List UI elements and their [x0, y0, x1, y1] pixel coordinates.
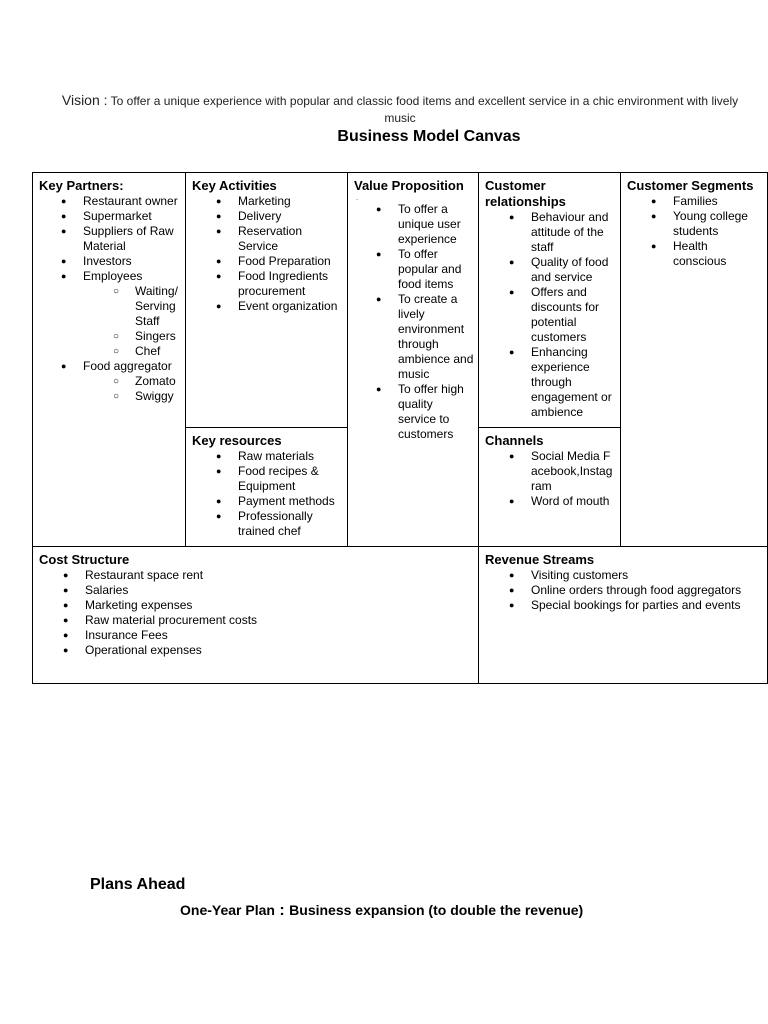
list-item: ● Insurance Fees — [85, 628, 474, 643]
list-item: ● Employees — [83, 269, 181, 284]
list-item: ○ Singers — [135, 329, 181, 344]
list-item: ● Event organization — [238, 299, 343, 314]
list-item: ● Operational expenses — [85, 643, 474, 658]
aggregator-sublist — [39, 374, 181, 404]
list-item: ● Food aggregator — [83, 359, 181, 374]
list-item: ● Raw material procurement costs — [85, 613, 474, 628]
list-item: ● Suppliers of Raw Material — [83, 224, 181, 254]
key-partners-title: Key Partners: — [39, 178, 124, 193]
list-item: ● Enhancing experience through engagement or ambience — [531, 345, 616, 420]
revenue-streams-cell — [478, 546, 768, 684]
list-item: ○ Chef — [135, 344, 181, 359]
list-item: ● Food Ingredients procurement — [238, 269, 343, 299]
plans-ahead-heading: Plans Ahead — [90, 876, 186, 893]
canvas-title: Business Model Canvas — [337, 128, 521, 145]
customer-relationships-list — [485, 210, 616, 420]
list-item: ● Payment methods — [238, 494, 343, 509]
cost-structure-cell — [32, 546, 479, 684]
key-resources-list — [192, 449, 343, 539]
key-resources-title: Key resources — [192, 433, 282, 448]
plan-separator: : — [274, 902, 290, 919]
one-year-plan — [180, 902, 583, 920]
customer-relationships-cell — [478, 172, 621, 428]
list-item: ● Food recipes & Equipment — [238, 464, 343, 494]
key-activities-title: Key Activities — [192, 178, 277, 193]
key-activities-list — [192, 194, 343, 314]
list-item: ● Investors — [83, 254, 181, 269]
channels-title: Channels — [485, 433, 544, 448]
revenue-streams-list — [485, 568, 763, 613]
cost-structure-list — [39, 568, 474, 658]
list-item: ● Young college students — [673, 209, 763, 239]
list-item: ● To create a lively environment through ambience and music — [398, 292, 474, 382]
channels-list — [485, 449, 616, 509]
key-partners-cell — [32, 172, 186, 547]
list-item: ○ Zomato — [135, 374, 181, 389]
cost-structure-title: Cost Structure — [39, 552, 130, 567]
list-item: ● Marketing expenses — [85, 598, 474, 613]
list-item: ● Word of mouth — [531, 494, 616, 509]
value-proposition-cell — [347, 172, 479, 547]
list-item: ● Restaurant owner — [83, 194, 181, 209]
vision-statement — [60, 92, 740, 127]
list-item: ● Salaries — [85, 583, 474, 598]
aggregator-list — [39, 359, 181, 374]
list-item: ● Restaurant space rent — [85, 568, 474, 583]
list-item: ● Special bookings for parties and events — [531, 598, 763, 613]
customer-segments-list — [627, 194, 763, 269]
dot-mark: . — [356, 193, 359, 202]
revenue-streams-title: Revenue Streams — [485, 552, 595, 567]
list-item: ● Behaviour and attitude of the staff — [531, 210, 616, 255]
customer-relationships-title: Customer relationships — [485, 178, 566, 209]
one-year-plan-label: One-Year Plan — [180, 902, 275, 918]
channels-cell — [478, 427, 621, 547]
value-proposition-title: Value Proposition — [354, 178, 464, 193]
vision-label: Vision : — [61, 92, 108, 108]
value-proposition-list — [354, 202, 474, 442]
key-resources-cell — [185, 427, 348, 547]
vision-text: To offer a unique experience with popular and classic food items and excellent service in a chic environment with lively music — [107, 94, 739, 125]
list-item: ● Families — [673, 194, 763, 209]
customer-segments-cell — [620, 172, 768, 547]
customer-segments-title: Customer Segments — [627, 178, 754, 193]
list-item: ● Offers and discounts for potential customers — [531, 285, 616, 345]
list-item: ● To offer high quality service to customers — [398, 382, 474, 442]
list-item: ● Raw materials — [238, 449, 343, 464]
list-item: ● Social Media Facebook,Instagram — [531, 449, 616, 494]
list-item: ● To offer popular and food items — [398, 247, 474, 292]
list-item: ● Reservation Service — [238, 224, 343, 254]
key-partners-list — [39, 194, 181, 284]
list-item: ● Professionally trained chef — [238, 509, 343, 539]
list-item: ○ Swiggy — [135, 389, 181, 404]
list-item: ● Online orders through food aggregators — [531, 583, 763, 598]
employees-sublist — [39, 284, 181, 359]
list-item: ● To offer a unique user experience — [398, 202, 474, 247]
list-item: ● Supermarket — [83, 209, 181, 224]
list-item: ● Marketing — [238, 194, 343, 209]
list-item: ● Visiting customers — [531, 568, 763, 583]
key-activities-cell — [185, 172, 348, 428]
one-year-plan-text: Business expansion (to double the revenue) — [289, 902, 584, 918]
list-item: ● Quality of food and service — [531, 255, 616, 285]
list-item: ● Delivery — [238, 209, 343, 224]
list-item: ● Food Preparation — [238, 254, 343, 269]
list-item: ○ Waiting/ Serving Staff — [135, 284, 181, 329]
list-item: ● Health conscious — [673, 239, 763, 269]
